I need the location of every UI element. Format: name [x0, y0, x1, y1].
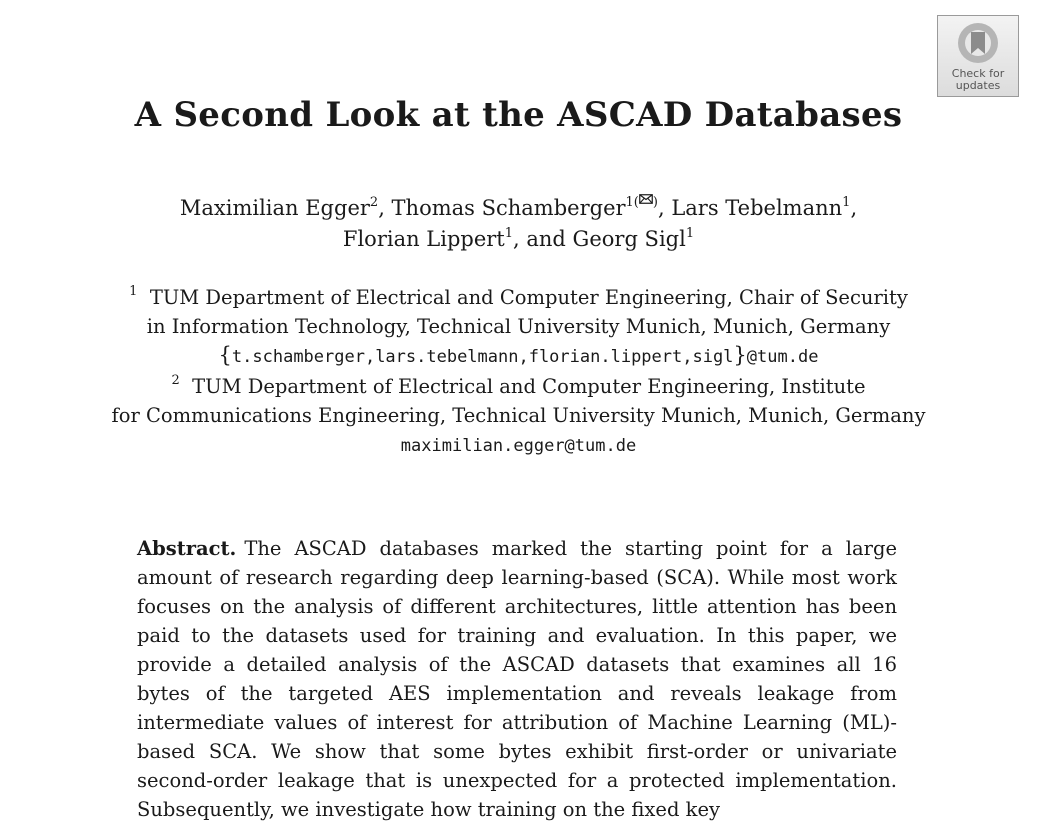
check-for-updates-icon [954, 20, 1002, 66]
affiliation-text: TUM Department of Electrical and Computer Engineering, Institute [192, 375, 866, 398]
author-sup [626, 195, 658, 210]
badge-line-2: updates [955, 79, 1001, 92]
check-for-updates-badge[interactable] [937, 15, 1019, 97]
affiliation-number: 2 [171, 373, 180, 388]
abstract [137, 534, 897, 824]
badge-line-1: Check for [951, 67, 1005, 80]
author-name: Lars Tebelmann [671, 196, 843, 220]
affiliation-line-3 [0, 372, 1037, 401]
affiliations [0, 283, 1037, 461]
author-name: and Georg Sigl [526, 227, 686, 251]
author-sup: 2 [369, 195, 379, 210]
affiliation-line-2: in Information Technology, Technical University Munich, Munich, Germany [146, 315, 891, 338]
email-domain[interactable]: @tum.de [746, 347, 819, 367]
affiliation-line-1 [0, 283, 1037, 312]
badge-label [938, 68, 1018, 92]
brace-open: { [218, 343, 232, 367]
author-name: Florian Lippert [342, 227, 505, 251]
author-line-2: Florian Lippert$^1$, and Georg Sigl$^1$ [342, 226, 695, 251]
abstract-label: Abstract. [137, 537, 237, 560]
affiliation-text: TUM Department of Electrical and Computer Engineering, Chair of Security [149, 286, 908, 309]
envelope-icon[interactable] [639, 194, 653, 204]
author-sup: 1 [504, 226, 514, 241]
abstract-text: The ASCAD databases marked the starting point for a large amount of research regarding deep learning-based (SCA). While most work focuses on the analysis of different architectures, little attention has been paid to the datasets used for training and evaluation. In this paper, we provide a detailed analysis of the ASCAD datasets that examines all 16 bytes of the targeted AES implementation and reveals leakage from intermediate values of interest for attribution of Machine Learning (ML)-based SCA. We show that some bytes exhibit first-order or univariate second-order leakage that is unexpected for a protected implementation. Subsequently, we investigate how training on the fixed key [137, 537, 897, 821]
affiliation-line-4: for Communications Engineering, Technical University Munich, Munich, Germany [111, 404, 926, 427]
author-line-1: Maximilian Egger$^2$, Thomas Schamberger$^{1( )}$, Lars Tebelmann$^1$, [179, 195, 858, 220]
affiliation-emails-1 [0, 341, 1037, 372]
affiliation-email-2 [0, 430, 1037, 461]
author-sup-open: 1( [625, 195, 639, 210]
email-link[interactable]: maximilian.egger@tum.de [400, 436, 637, 456]
author-name: Thomas Schamberger [391, 196, 626, 220]
author-sup: 1 [842, 195, 851, 210]
affiliation-number: 1 [129, 284, 138, 299]
email-list[interactable]: t.schamberger,lars.tebelmann,florian.lippert,sigl [231, 347, 734, 367]
author-name: Maximilian Egger [179, 196, 370, 220]
author-sup-close: ) [652, 195, 658, 210]
paper-title: A Second Look at the ASCAD Databases [134, 95, 903, 135]
author-list [0, 193, 1037, 255]
author-sup: 1 [685, 226, 695, 241]
brace-close: } [733, 343, 747, 367]
